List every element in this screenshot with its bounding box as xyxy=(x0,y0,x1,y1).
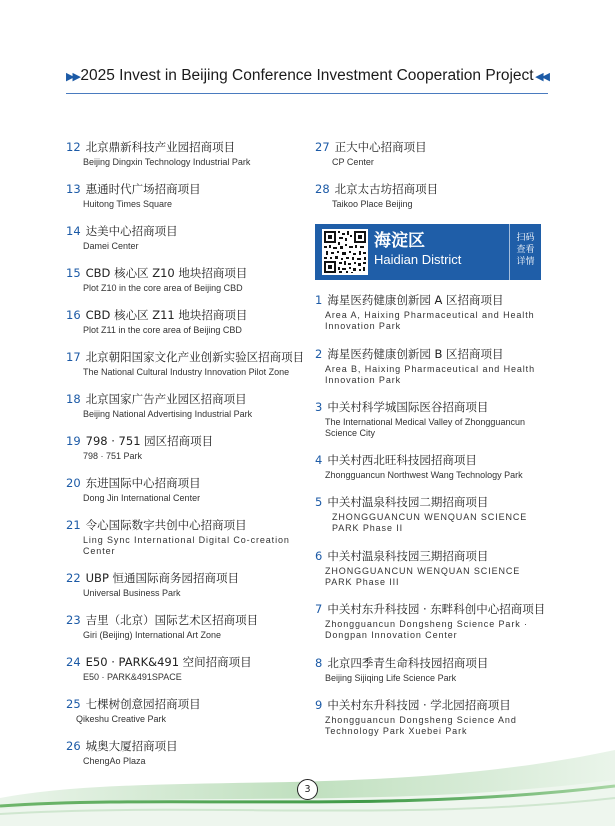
scan-label-line: 查看 xyxy=(516,245,535,255)
item-title-en: CP Center xyxy=(332,157,374,167)
right-arrows-icon: ◀◀ xyxy=(535,69,548,83)
scan-for-details-label xyxy=(509,224,541,280)
item-title-zh: 海星医药健康创新园 A 区招商项目 xyxy=(327,293,504,307)
item-title-zh: 中关村东升科技园 · 东畔科创中心招商项目 xyxy=(327,602,546,616)
list-item xyxy=(315,293,551,331)
item-number: 14 xyxy=(66,224,81,238)
item-title-en: Beijing National Advertising Industrial Park xyxy=(83,409,253,419)
list-item xyxy=(66,350,305,378)
item-title-en: Giri (Beijing) International Art Zone xyxy=(83,630,222,640)
list-item xyxy=(66,392,302,420)
item-number: 4 xyxy=(315,453,323,467)
item-number: 1 xyxy=(315,293,323,307)
item-number: 19 xyxy=(66,434,81,448)
item-number: 23 xyxy=(66,613,81,627)
page-header xyxy=(66,62,548,90)
qr-code-icon[interactable] xyxy=(322,229,368,275)
list-item xyxy=(66,571,302,599)
item-title-zh: 北京鼎新科技产业园招商项目 xyxy=(85,140,236,154)
item-number: 16 xyxy=(66,308,81,322)
item-title-zh: E50 · PARK&491 空间招商项目 xyxy=(85,655,252,669)
item-title-en: Universal Business Park xyxy=(83,588,181,598)
list-item xyxy=(66,266,302,294)
scan-label-line: 详情 xyxy=(516,257,535,267)
item-number: 12 xyxy=(66,140,81,154)
list-item xyxy=(315,656,551,684)
item-number: 17 xyxy=(66,350,81,364)
item-title-zh: 吉里（北京）国际艺术区招商项目 xyxy=(85,613,259,627)
item-number: 26 xyxy=(66,739,81,753)
item-number: 9 xyxy=(315,698,323,712)
item-title-zh: 北京四季青生命科技园招商项目 xyxy=(327,656,489,670)
item-title-en: Dong Jin International Center xyxy=(83,493,201,503)
item-number: 7 xyxy=(315,602,323,616)
item-title-zh: 惠通时代广场招商项目 xyxy=(85,182,201,196)
item-title-en: ZHONGGUANCUN WENQUAN SCIENCE PARK Phase II xyxy=(332,512,528,533)
item-title-zh: 达美中心招商项目 xyxy=(85,224,178,238)
list-item xyxy=(315,182,551,210)
item-number: 15 xyxy=(66,266,81,280)
item-title-en: The International Medical Valley of Zhongguancun Science City xyxy=(325,417,525,438)
list-item xyxy=(66,697,302,725)
item-number: 3 xyxy=(315,400,323,414)
header-divider xyxy=(66,93,548,94)
item-title-zh: 北京国家广告产业园区招商项目 xyxy=(85,392,247,406)
district-name-en: Haidian District xyxy=(374,252,462,267)
list-item xyxy=(315,549,551,587)
item-title-zh: 东进国际中心招商项目 xyxy=(85,476,201,490)
list-item xyxy=(66,434,302,462)
item-title-zh: 七棵树创意园招商项目 xyxy=(85,697,201,711)
item-number: 6 xyxy=(315,549,323,563)
item-number: 5 xyxy=(315,495,323,509)
item-title-en: ZHONGGUANCUN WENQUAN SCIENCE PARK Phase III xyxy=(325,566,521,587)
list-item xyxy=(315,453,551,481)
item-number: 25 xyxy=(66,697,81,711)
item-number: 27 xyxy=(315,140,330,154)
item-title-en: The National Cultural Industry Innovation Pilot Zone xyxy=(83,367,290,377)
item-title-zh: CBD 核心区 Z10 地块招商项目 xyxy=(85,266,248,280)
item-title-zh: UBP 恒通国际商务园招商项目 xyxy=(85,571,240,585)
list-item xyxy=(315,698,551,736)
item-title-en: Zhongguancun Dongsheng Science And Technology Park Xuebei Park xyxy=(325,715,517,736)
item-title-en: 798 · 751 Park xyxy=(83,451,143,461)
page-number: 3 xyxy=(297,779,318,800)
item-title-zh: 北京太古坊招商项目 xyxy=(334,182,439,196)
item-title-zh: 令心国际数字共创中心招商项目 xyxy=(85,518,247,532)
item-title-zh: 城奥大厦招商项目 xyxy=(85,739,178,753)
list-item xyxy=(66,140,302,168)
item-title-en: Beijing Dingxin Technology Industrial Park xyxy=(83,157,251,167)
list-item xyxy=(66,476,302,504)
item-title-zh: 中关村科学城国际医谷招商项目 xyxy=(327,400,489,414)
list-item xyxy=(315,602,551,640)
list-item xyxy=(66,518,302,556)
item-title-zh: 798 · 751 园区招商项目 xyxy=(85,434,214,448)
item-title-zh: 中关村温泉科技园二期招商项目 xyxy=(327,495,489,509)
list-item xyxy=(66,182,302,210)
item-title-en: Taikoo Place Beijing xyxy=(332,199,413,209)
item-title-zh: 中关村东升科技园 · 学北园招商项目 xyxy=(327,698,511,712)
list-item xyxy=(315,140,551,168)
list-item xyxy=(315,347,551,385)
item-number: 28 xyxy=(315,182,330,196)
item-number: 20 xyxy=(66,476,81,490)
item-number: 8 xyxy=(315,656,323,670)
item-title-en: Zhongguancun Northwest Wang Technology Park xyxy=(325,470,523,480)
item-number: 18 xyxy=(66,392,81,406)
item-title-en: Qikeshu Creative Park xyxy=(76,714,167,724)
item-title-zh: 中关村温泉科技园三期招商项目 xyxy=(327,549,489,563)
list-item xyxy=(66,224,302,252)
item-title-zh: 中关村西北旺科技园招商项目 xyxy=(327,453,477,467)
scan-label-line: 扫码 xyxy=(516,233,535,243)
district-name xyxy=(374,230,461,268)
district-name-zh: 海淀区 xyxy=(374,231,425,251)
item-title-en: Damei Center xyxy=(83,241,139,251)
district-banner xyxy=(315,224,541,280)
item-title-en: Huitong Times Square xyxy=(83,199,173,209)
item-number: 22 xyxy=(66,571,81,585)
item-title-en: Ling Sync International Digital Co-creation Center xyxy=(83,535,290,556)
item-title-zh: 正大中心招商项目 xyxy=(334,140,427,154)
item-title-en: E50 · PARK&491SPACE xyxy=(83,672,182,682)
item-number: 21 xyxy=(66,518,81,532)
item-title-en: Area A, Haixing Pharmaceutical and Health Innovation Park xyxy=(325,310,535,331)
left-arrows-icon: ▶▶ xyxy=(66,69,79,83)
list-item xyxy=(315,495,551,533)
item-title-en: ChengAo Plaza xyxy=(83,756,146,766)
list-item xyxy=(66,613,302,641)
item-title-en: Zhongguancun Dongsheng Science Park · Dongpan Innovation Center xyxy=(325,619,528,640)
item-number: 24 xyxy=(66,655,81,669)
item-number: 13 xyxy=(66,182,81,196)
item-title-zh: CBD 核心区 Z11 地块招商项目 xyxy=(85,308,248,322)
item-title-en: Beijing Sijiqing Life Science Park xyxy=(325,673,457,683)
item-title-en: Area B, Haixing Pharmaceutical and Health Innovation Park xyxy=(325,364,535,385)
list-item xyxy=(66,655,302,683)
item-title-zh: 北京朝阳国家文化产业创新实验区招商项目 xyxy=(85,350,305,364)
list-item xyxy=(315,400,551,438)
item-title-en: Plot Z10 in the core area of Beijing CBD xyxy=(83,283,243,293)
item-title-en: Plot Z11 in the core area of Beijing CBD xyxy=(83,325,242,335)
item-number: 2 xyxy=(315,347,323,361)
list-item xyxy=(66,308,302,336)
item-title-zh: 海星医药健康创新园 B 区招商项目 xyxy=(327,347,504,361)
page-title: 2025 Invest in Beijing Conference Investment Cooperation Project xyxy=(80,67,534,84)
